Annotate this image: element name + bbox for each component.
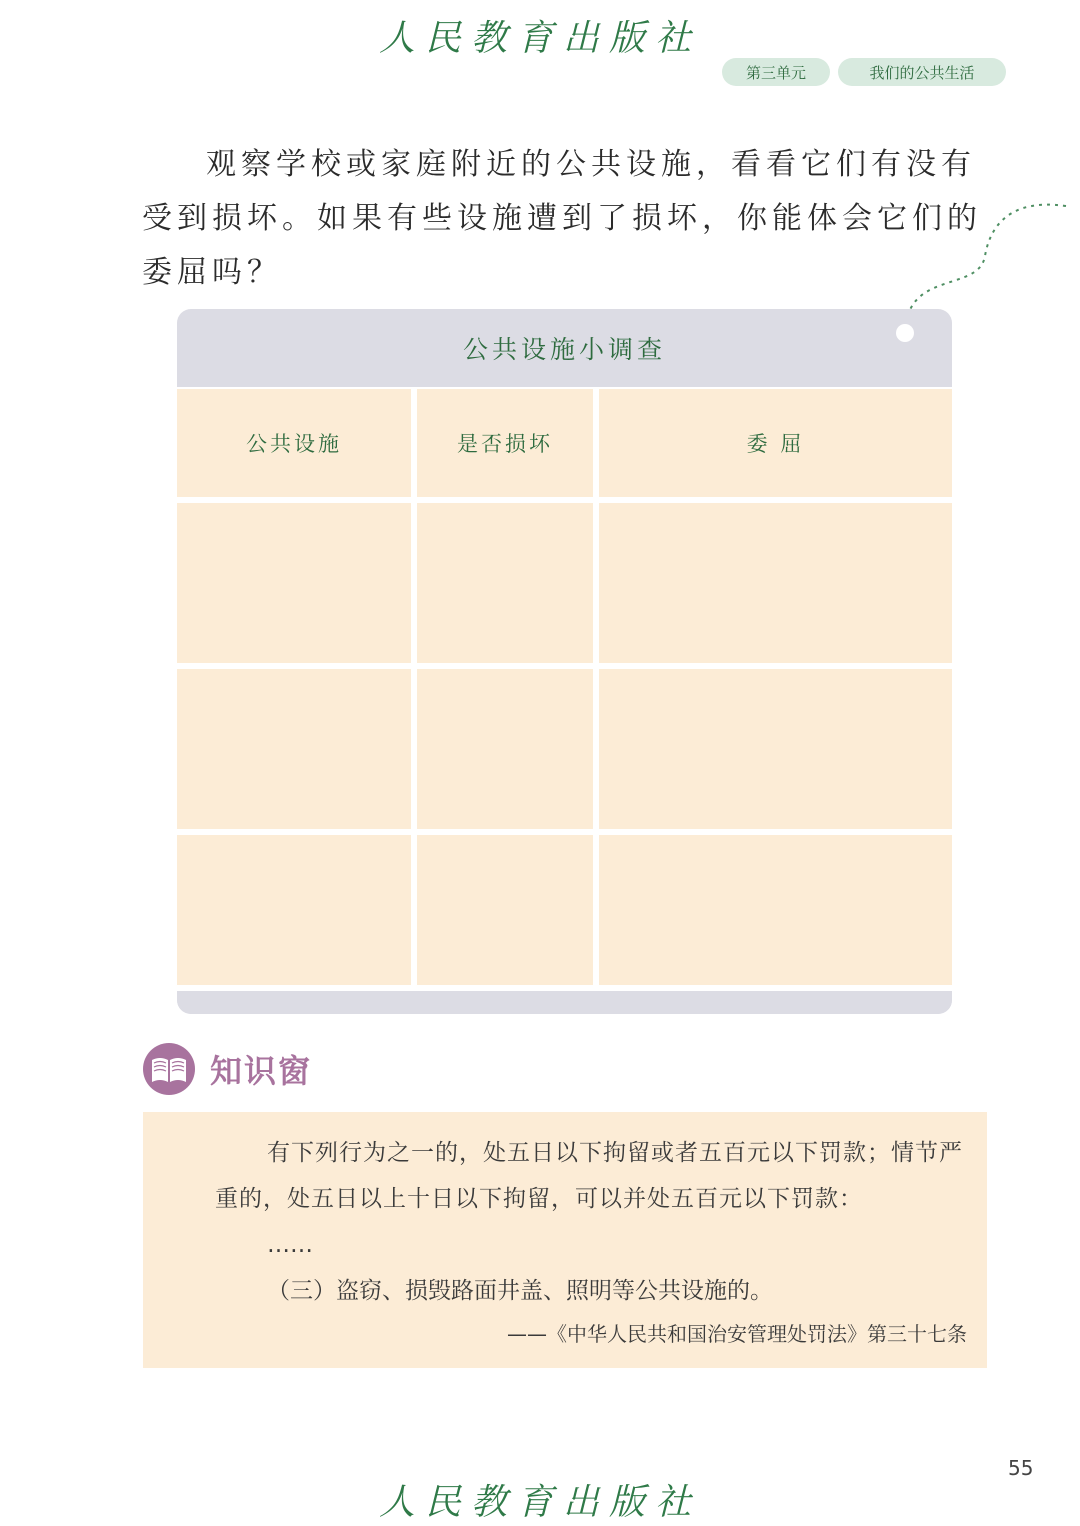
table-cell[interactable] (177, 669, 411, 829)
table-cell[interactable] (417, 503, 593, 663)
survey-title: 公共设施小调查 (462, 335, 666, 364)
intro-text: 观察学校或家庭附近的公共设施，看看它们有没有受到损坏。如果有些设施遭到了损坏，你能体会它们的委屈吗？ (142, 147, 982, 290)
table-cell[interactable] (599, 835, 952, 985)
column-header-grievance: 委 屈 (599, 389, 952, 497)
column-header-facility: 公共设施 (177, 389, 411, 497)
table-cell[interactable] (599, 669, 952, 829)
table-cell[interactable] (417, 835, 593, 985)
open-book-icon (142, 1042, 196, 1096)
law-ellipsis: …… (267, 1232, 313, 1258)
knowledge-text (215, 1130, 967, 1354)
unit-tag: 第三单元 (722, 58, 830, 86)
page-number: 55 (1008, 1456, 1034, 1480)
publisher-logo-bottom: 人民教育出版社 (378, 1482, 701, 1523)
table-cell[interactable] (417, 669, 593, 829)
column-header-damaged: 是否损坏 (417, 389, 593, 497)
law-paragraph: 有下列行为之一的，处五日以下拘留或者五百元以下罚款；情节严重的，处五日以上十日以下拘留，可以并处五百元以下罚款： (215, 1140, 963, 1212)
survey-table-card (177, 309, 952, 1014)
table-cell[interactable] (177, 835, 411, 985)
survey-grid (177, 387, 952, 991)
table-cell[interactable] (177, 503, 411, 663)
knowledge-window-title: 知识窗 (210, 1052, 313, 1090)
publisher-logo-top: 人民教育出版社 (378, 18, 701, 59)
law-item: （三）盗窃、损毁路面井盖、照明等公共设施的。 (267, 1278, 773, 1304)
survey-card-footer (177, 993, 952, 1014)
intro-paragraph (142, 138, 992, 300)
chapter-tag: 我们的公共生活 (838, 58, 1006, 86)
knowledge-window-box (143, 1112, 987, 1368)
table-cell[interactable] (599, 503, 952, 663)
card-hole (896, 324, 914, 342)
law-source: ——《中华人民共和国治安管理处罚法》第三十七条 (507, 1322, 967, 1346)
